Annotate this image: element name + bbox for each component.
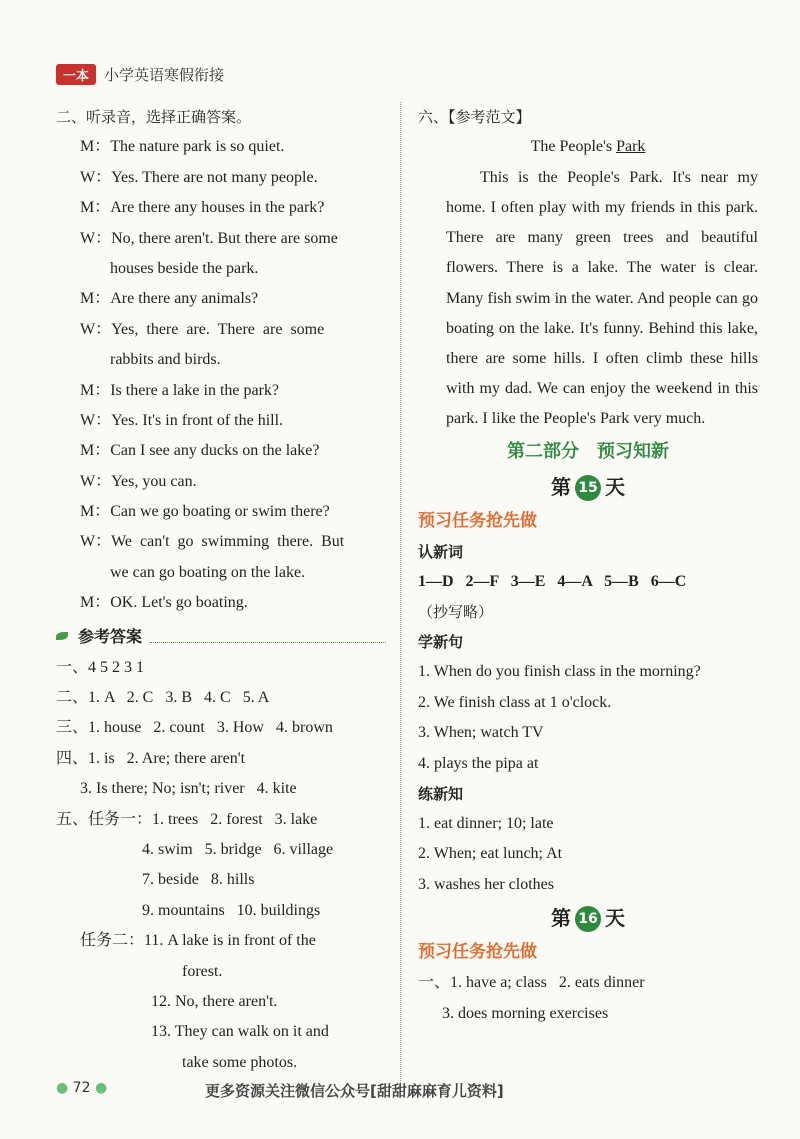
- dialogue-line: M：The nature park is so quiet.: [80, 138, 285, 156]
- book-title: 小学英语寒假衔接: [104, 66, 225, 84]
- essay-title: [418, 132, 758, 162]
- page-header: [56, 64, 224, 85]
- answer-line: forest.: [182, 962, 223, 980]
- day-16-heading: [418, 900, 758, 936]
- day16-answer-line: 3. does morning exercises: [442, 1004, 609, 1022]
- answer-line: 3. Is there; No; isn't; river 4. kite: [80, 780, 297, 798]
- dialogue-line: M：Are there any animals?: [80, 290, 259, 308]
- answer-line: 13. They can walk on it and: [151, 1023, 329, 1041]
- column-divider: [400, 102, 401, 1087]
- dot-icon: ●: [94, 1080, 108, 1096]
- answer-line: 9. mountains 10. buildings: [142, 901, 321, 919]
- dot-icon: ●: [56, 1080, 69, 1096]
- left-column: [56, 102, 386, 1078]
- vocab-answers: 1—D 2—F 3—E 4—A 5—B 6—C: [418, 572, 687, 590]
- dialogue-line: we can go boating on the lake.: [110, 563, 306, 581]
- vocab-heading: 认新词: [418, 542, 464, 561]
- dialogue-line: M：Can I see any ducks on the lake?: [80, 442, 320, 460]
- day-prefix: 第: [551, 906, 571, 931]
- dialogue-line: M：Are there any houses in the park?: [80, 199, 325, 217]
- dialogue-line: M：Is there a lake in the park?: [80, 381, 280, 399]
- section-2-title: 二、听录音，选择正确答案。: [56, 108, 252, 126]
- footer-note: 更多资源关注微信公众号[甜甜麻麻育儿资料]: [205, 1082, 504, 1100]
- practice-line: 3. washes her clothes: [418, 875, 554, 893]
- dialogue-line: W：Yes. It's in front of the hill.: [80, 411, 284, 429]
- task-heading-2: 预习任务抢先做: [418, 942, 537, 963]
- day16-answer-line: 一、1. have a; class 2. eats dinner: [418, 974, 645, 992]
- dialogue-line: W：Yes. There are not many people.: [80, 168, 318, 186]
- dialogue-line: W：No, there aren't. But there are some: [80, 229, 338, 247]
- practice-line: 2. When; eat lunch; At: [418, 845, 563, 863]
- essay-title-underlined: Park: [616, 138, 646, 156]
- page-number: [56, 1080, 107, 1096]
- sentence-heading: 学新句: [418, 633, 464, 652]
- answer-line: 三、1. house 2. count 3. How 4. brown: [56, 719, 333, 737]
- dialogue-line: M：OK. Let's go boating.: [80, 594, 248, 612]
- leaf-icon: [56, 632, 68, 640]
- answer-line: 五、任务一：1. trees 2. forest 3. lake: [56, 810, 318, 828]
- brand-logo: 一本: [56, 64, 96, 85]
- day-suffix: 天: [605, 906, 625, 931]
- answer-line: 任务二：11. A lake is in front of the: [80, 932, 316, 950]
- sentence-line: 1. When do you finish class in the morning?: [418, 663, 701, 681]
- page-number-text: 72: [72, 1080, 91, 1096]
- answer-line: 二、1. A 2. C 3. B 4. C 5. A: [56, 689, 270, 707]
- answer-line: 一、4 5 2 3 1: [56, 658, 145, 676]
- essay-body: This is the People's Park. It's near my home. I often play with my friends in this park. There are many green trees and beautiful flowers. There is a lake. The water is clear. Many fish swim in the water. And people can go boating on the lake. It's funny. Behind this lake, there are some hills. I often climb these hills with my dad. We can enjoy the weekend in this park. I like the People's Park very much.: [446, 168, 758, 428]
- answers-heading: [56, 619, 386, 653]
- day-suffix: 天: [605, 474, 625, 499]
- practice-line: 1. eat dinner; 10; late: [418, 814, 554, 832]
- task-heading: 预习任务抢先做: [418, 510, 537, 531]
- dialogue-line: W：We can't go swimming there. But: [80, 533, 345, 551]
- dialogue-line: M：Can we go boating or swim there?: [80, 503, 330, 521]
- dialogue-line: houses beside the park.: [110, 259, 259, 277]
- sentence-line: 2. We finish class at 1 o'clock.: [418, 693, 612, 711]
- practice-heading: 练新知: [418, 784, 464, 803]
- day-15-heading: [418, 469, 758, 505]
- answer-line: 12. No, there aren't.: [151, 992, 278, 1010]
- sentence-line: 3. When; watch TV: [418, 724, 544, 742]
- day-number-badge: 16: [575, 906, 601, 932]
- day-number-badge: 15: [575, 475, 601, 501]
- day-prefix: 第: [551, 474, 571, 499]
- dialogue-line: rabbits and birds.: [110, 351, 221, 369]
- section-6-title: 六、【参考范文】: [418, 108, 531, 126]
- essay-title-text: The People's: [530, 138, 617, 156]
- sentence-line: 4. plays the pipa at: [418, 754, 539, 772]
- copy-note: （抄写略）: [418, 603, 494, 621]
- dialogue-line: W：Yes, you can.: [80, 472, 197, 490]
- answer-line: 四、1. is 2. Are; there aren't: [56, 749, 246, 767]
- right-column: [418, 102, 758, 1029]
- answer-line: 7. beside 8. hills: [142, 871, 255, 889]
- part-2-heading: 第二部分 预习知新: [507, 440, 669, 462]
- heading-rule: [150, 641, 386, 643]
- answer-line: 4. swim 5. bridge 6. village: [142, 840, 334, 858]
- answers-title: 参考答案: [78, 627, 143, 647]
- dialogue-line: W：Yes, there are. There are some: [80, 320, 325, 338]
- answer-line: take some photos.: [182, 1053, 298, 1071]
